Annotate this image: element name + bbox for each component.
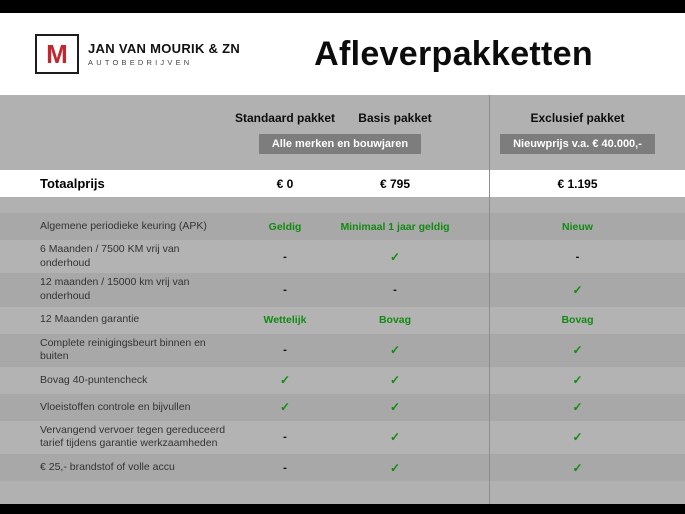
table-row	[0, 421, 685, 454]
row-label: Vervangend vervoer tegen gereduceerd tarief tijdens garantie werkzaamheden	[40, 423, 226, 450]
column-header-standaard: Standaard pakket	[234, 111, 336, 125]
cell-standaard: Wettelijk	[263, 314, 307, 327]
cell-standaard: ✓	[279, 400, 291, 415]
cell-exclusief: ✓	[572, 430, 583, 445]
row-label: Bovag 40-puntencheck	[40, 373, 148, 386]
dealer-subtitle: AUTOBEDRIJVEN	[88, 58, 193, 67]
row-label: Vloeistoffen controle en bijvullen	[40, 400, 191, 413]
total-price-row	[0, 170, 685, 197]
cell-exclusief: ✓	[572, 373, 583, 388]
badge-right-area	[480, 134, 675, 154]
row-label: 12 Maanden garantie	[40, 313, 140, 326]
row-label: Algemene periodieke keuring (APK)	[40, 219, 207, 232]
bottom-bar	[0, 504, 685, 514]
page-title: Afleverpakketten	[314, 34, 593, 73]
feature-rows	[0, 213, 685, 481]
cell-standaard: -	[283, 431, 287, 444]
cell-exclusief: Bovag	[561, 314, 594, 327]
cell-exclusief: ✓	[572, 400, 583, 415]
badge-nieuwprijs: Nieuwprijs v.a. € 40.000,-	[500, 134, 655, 154]
cell-basis: ✓	[389, 430, 401, 445]
dealer-logo	[35, 34, 240, 74]
cell-exclusief: ✓	[572, 343, 583, 358]
cell-exclusief: Nieuw	[562, 220, 593, 233]
cell-standaard: -	[283, 344, 287, 357]
cell-basis: ✓	[389, 460, 401, 475]
total-basis: € 795	[379, 176, 411, 191]
table-row	[0, 334, 685, 367]
cell-exclusief: -	[575, 250, 580, 263]
header	[0, 13, 685, 95]
cell-basis: Bovag	[378, 314, 412, 327]
cell-standaard: Geldig	[268, 220, 302, 233]
top-bar	[0, 0, 685, 13]
total-label: Totaalprijs	[40, 176, 105, 191]
column-divider	[489, 95, 490, 504]
table-row	[0, 367, 685, 394]
cell-basis: ✓	[389, 373, 401, 388]
table-row	[0, 394, 685, 421]
total-standaard: € 0	[276, 176, 294, 191]
badge-left-area	[230, 134, 450, 154]
cell-exclusief: ✓	[572, 460, 583, 475]
table-row	[0, 213, 685, 240]
cell-basis: ✓	[389, 400, 401, 415]
cell-basis: Minimaal 1 jaar geldig	[340, 220, 450, 233]
cell-standaard: ✓	[279, 373, 291, 388]
total-exclusief: € 1.195	[557, 176, 598, 191]
badge-alle-merken: Alle merken en bouwjaren	[259, 134, 421, 154]
cell-standaard: -	[283, 461, 287, 474]
table-row	[0, 240, 685, 273]
cell-basis: -	[393, 283, 397, 296]
row-label: Complete reinigingsbeurt binnen en buiten	[40, 336, 206, 363]
cell-standaard: -	[283, 283, 287, 296]
row-label: € 25,- brandstof of volle accu	[40, 460, 175, 473]
row-label: 6 Maanden / 7500 KM vrij van onderhoud	[40, 243, 180, 269]
cell-exclusief: ✓	[572, 282, 583, 297]
logo-text	[88, 41, 240, 67]
comparison-table	[0, 95, 685, 504]
dealer-name: JAN VAN MOURIK & ZN	[88, 41, 241, 56]
badges-row	[0, 133, 685, 154]
table-row	[0, 307, 685, 334]
table-row	[0, 273, 685, 306]
cell-basis: ✓	[389, 343, 401, 358]
row-label: 12 maanden / 15000 km vrij van onderhoud	[40, 276, 190, 302]
column-header-basis: Basis pakket	[358, 111, 432, 125]
logo-letter: M	[46, 39, 68, 69]
cell-basis: ✓	[389, 249, 401, 264]
cell-standaard: -	[283, 250, 287, 263]
table-row	[0, 454, 685, 481]
column-headers	[0, 109, 685, 127]
column-header-exclusief: Exclusief pakket	[530, 111, 625, 125]
logo-mark-icon	[35, 34, 79, 74]
